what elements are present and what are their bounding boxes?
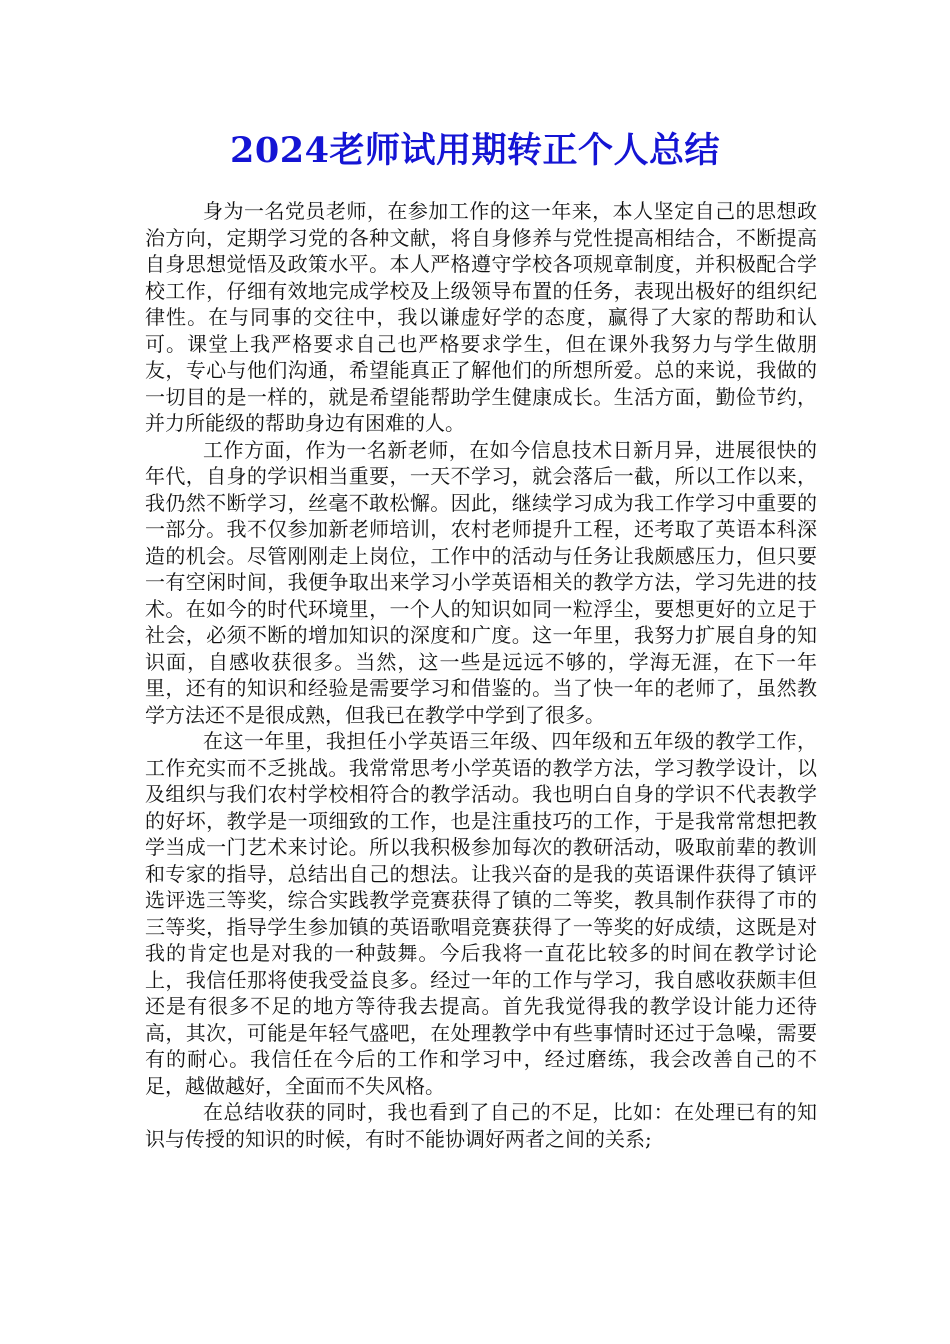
document-title: 2024老师试用期转正个人总结 — [230, 130, 720, 171]
paragraph-shortcomings: 在总结收获的同时，我也看到了自己的不足，比如：在处理已有的知识与传授的知识的时候，有时不能协调好两者之间的关系; — [145, 1100, 817, 1151]
paragraph-work: 工作方面，作为一名新老师，在如今信息技术日新月异，进展很快的年代，自身的学识相当重要，一天不学习，就会落后一截，所以工作以来，我仍然不断学习，丝毫不敢松懈。因此，继续学习成为我工作学习中重要的一部分。我不仅参加新老师培训，农村老师提升工程，还考取了英语本科深造的机会。尽管刚刚走上岗位，工作中的活动与任务让我颇感压力，但只要一有空闲时间，我便争取出来学习小学英语相关的教学方法，学习先进的技术。在如今的时代环境里，一个人的知识如同一粒浮尘，要想更好的立足于社会，必须不断的增加知识的深度和广度。这一年里，我努力扩展自身的知识面，自感收获很多。当然，这一些是远远不够的，学海无涯，在下一年里，还有的知识和经验是需要学习和借鉴的。当了快一年的老师了，虽然教学方法还不是很成熟，但我已在教学中学到了很多。 — [145, 437, 817, 727]
document-body — [145, 198, 817, 1152]
paragraph-teaching: 在这一年里，我担任小学英语三年级、四年级和五年级的教学工作，工作充实而不乏挑战。我常常思考小学英语的教学方法，学习教学设计，以及组织与我们农村学校相符合的教学活动。我也明白自身的学识不代表教学的好坏，教学是一项细致的工作，也是注重技巧的工作，于是我常常想把教学当成一门艺术来讨论。所以我积极参加每次的教研活动，吸取前辈的教训和专家的指导，总结出自己的想法。让我兴奋的是我的英语课件获得了镇评选评选三等奖，综合实践教学竞赛获得了镇的二等奖，教具制作获得了市的三等奖，指导学生参加镇的英语歌唱竞赛获得了一等奖的好成绩，这既是对我的肯定也是对我的一种鼓舞。今后我将一直花比较多的时间在教学讨论上，我信任那将使我受益良多。经过一年的工作与学习，我自感收获颇丰但还是有很多不足的地方等待我去提高。首先我觉得我的教学设计能力还待高，其次，可能是年轻气盛吧，在处理教学中有些事情时还过于急噪，需要有的耐心。我信任在今后的工作和学习中，经过磨练，我会改善自己的不足，越做越好，全面而不失风格。 — [145, 729, 817, 1098]
paragraph-party-member: 身为一名党员老师，在参加工作的这一年来，本人坚定自己的思想政治方向，定期学习党的各种文献，将自身修养与党性提高相结合，不断提高自身思想觉悟及政策水平。本人严格遵守学校各项规章制度，并积极配合学校工作，仔细有效地完成学校及上级领导布置的任务，表现出极好的组织纪律性。在与同事的交往中，我以谦虚好学的态度，赢得了大家的帮助和认可。课堂上我严格要求自己也严格要求学生，但在课外我努力与学生做朋友，专心与他们沟通，希望能真正了解他们的所想所爱。总的来说，我做的一切目的是一样的，就是希望能帮助学生健康成长。生活方面，勤俭节约，并力所能级的帮助身边有困难的人。 — [145, 199, 817, 435]
